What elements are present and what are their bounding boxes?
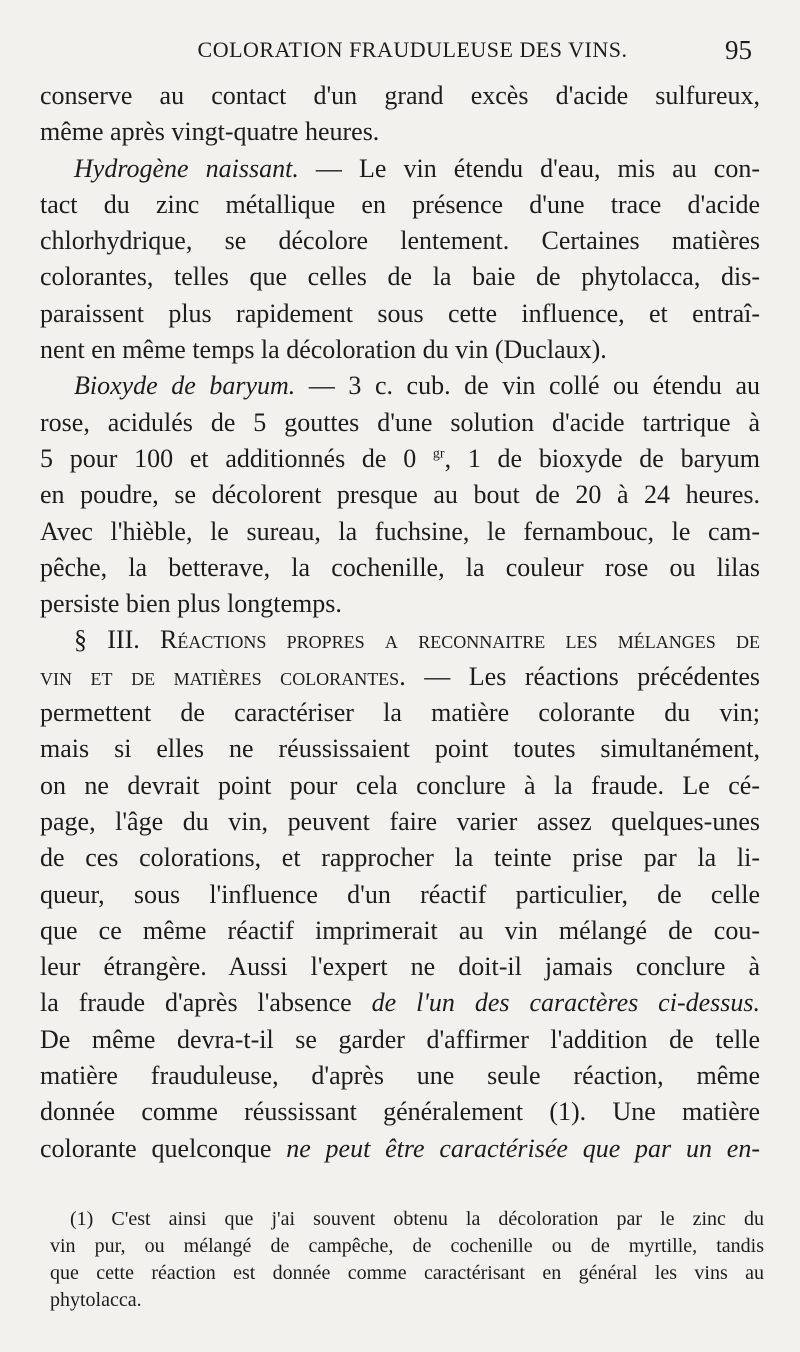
paragraph-heading: Hydrogène naissant. bbox=[74, 153, 299, 183]
page-header bbox=[40, 30, 752, 70]
text-line bbox=[40, 1131, 760, 1167]
superscript: gr bbox=[432, 446, 445, 462]
text-line: pêche, la betterave, la cochenille, la couleur rose ou lilas bbox=[40, 552, 760, 582]
text-line: en poudre, se décolorent presque au bout de 20 à 24 heures. bbox=[40, 480, 760, 510]
text-line: nent en même temps la décoloration du vin (Duclaux). bbox=[40, 335, 607, 365]
text-line: paraissent plus rapidement sous cette influence, et entraî- bbox=[40, 298, 760, 328]
page-number: 95 bbox=[725, 34, 752, 65]
text-line: rose, acidulés de 5 gouttes d'une solution d'acide tartrique à bbox=[40, 407, 760, 437]
section-title-cont: vin et de matières colorantes. bbox=[40, 661, 406, 691]
text-span: 5 pour 100 et additionnés de 0 bbox=[40, 443, 433, 473]
section-number: § III. bbox=[74, 625, 161, 655]
text-line: matière frauduleuse, d'après une seule réaction, même bbox=[40, 1061, 760, 1091]
text-line: permettent de caractériser la matière colorante du vin; bbox=[40, 698, 760, 728]
text-line: Avec l'hièble, le sureau, la fuchsine, le fernambouc, le cam- bbox=[40, 516, 760, 546]
section-heading bbox=[40, 622, 760, 658]
paragraph-hydrogene bbox=[40, 151, 760, 187]
footnote-line: phytolacca. bbox=[50, 1289, 142, 1311]
text-line: on ne devrait point pour cela conclure à la fraude. Le cé- bbox=[40, 770, 760, 800]
text-line: de ces colorations, et rapprocher la teinte prise par la li- bbox=[40, 843, 760, 873]
text-span: , 1 de bioxyde de baryum bbox=[444, 443, 760, 473]
text-line: queur, sous l'influence d'un réactif particulier, de celle bbox=[40, 879, 760, 909]
text-span: — Le vin étendu d'eau, mis au con- bbox=[298, 153, 760, 183]
text-line: De même devra-t-il se garder d'affirmer l'addition de telle bbox=[40, 1024, 760, 1054]
text-line: même après vingt-quatre heures. bbox=[40, 117, 380, 147]
text-line: conserve au contact d'un grand excès d'acide sulfureux, bbox=[40, 81, 760, 110]
text-line: donnée comme réussissant généralement (1). Une matière bbox=[40, 1097, 760, 1127]
running-title: COLORATION FRAUDULEUSE DES VINS. bbox=[197, 37, 628, 62]
text-line: leur étrangère. Aussi l'expert ne doit-il jamais conclure à bbox=[40, 952, 760, 982]
footnote-line: que cette réaction est donnée comme caractérisant en général les vins au bbox=[50, 1262, 764, 1284]
footnotes bbox=[50, 1206, 764, 1314]
text-span: la fraude d'après l'absence bbox=[40, 988, 372, 1018]
emphasis: de l'un des caractères ci-dessus. bbox=[371, 988, 760, 1018]
text-span: — Les réactions précédentes bbox=[405, 661, 760, 691]
footnote-line: (1) C'est ainsi que j'ai souvent obtenu la décoloration par le zinc du bbox=[70, 1208, 764, 1230]
text-line: mais si elles ne réussissaient point toutes simultanément, bbox=[40, 734, 760, 764]
text-line: tact du zinc métallique en présence d'une trace d'acide bbox=[40, 189, 760, 219]
emphasis: ne peut être caractérisée que par un en- bbox=[286, 1133, 760, 1163]
section-title: Réactions propres a reconnaitre les mélanges de bbox=[160, 625, 760, 655]
text-line: persiste bien plus longtemps. bbox=[40, 589, 342, 619]
text-line: page, l'âge du vin, peuvent faire varier assez quelques-unes bbox=[40, 806, 760, 836]
text-line bbox=[40, 985, 760, 1021]
text-line bbox=[40, 441, 760, 477]
text-line: que ce même réactif imprimerait au vin mélangé de cou- bbox=[40, 915, 760, 945]
main-text bbox=[40, 78, 760, 1167]
text-line: colorantes, telles que celles de la baie de phytolacca, dis- bbox=[40, 262, 760, 292]
text-line: chlorhydrique, se décolore lentement. Certaines matières bbox=[40, 226, 760, 256]
text-span: colorante quelconque bbox=[40, 1133, 287, 1163]
footnote-line: vin pur, ou mélangé de campêche, de cochenille ou de myrtille, tandis bbox=[50, 1235, 764, 1257]
text-line bbox=[40, 659, 760, 695]
paragraph-bioxyde bbox=[40, 368, 760, 404]
text-span: — 3 c. cub. de vin collé ou étendu au bbox=[295, 371, 760, 401]
paragraph-heading: Bioxyde de baryum. bbox=[74, 371, 296, 401]
